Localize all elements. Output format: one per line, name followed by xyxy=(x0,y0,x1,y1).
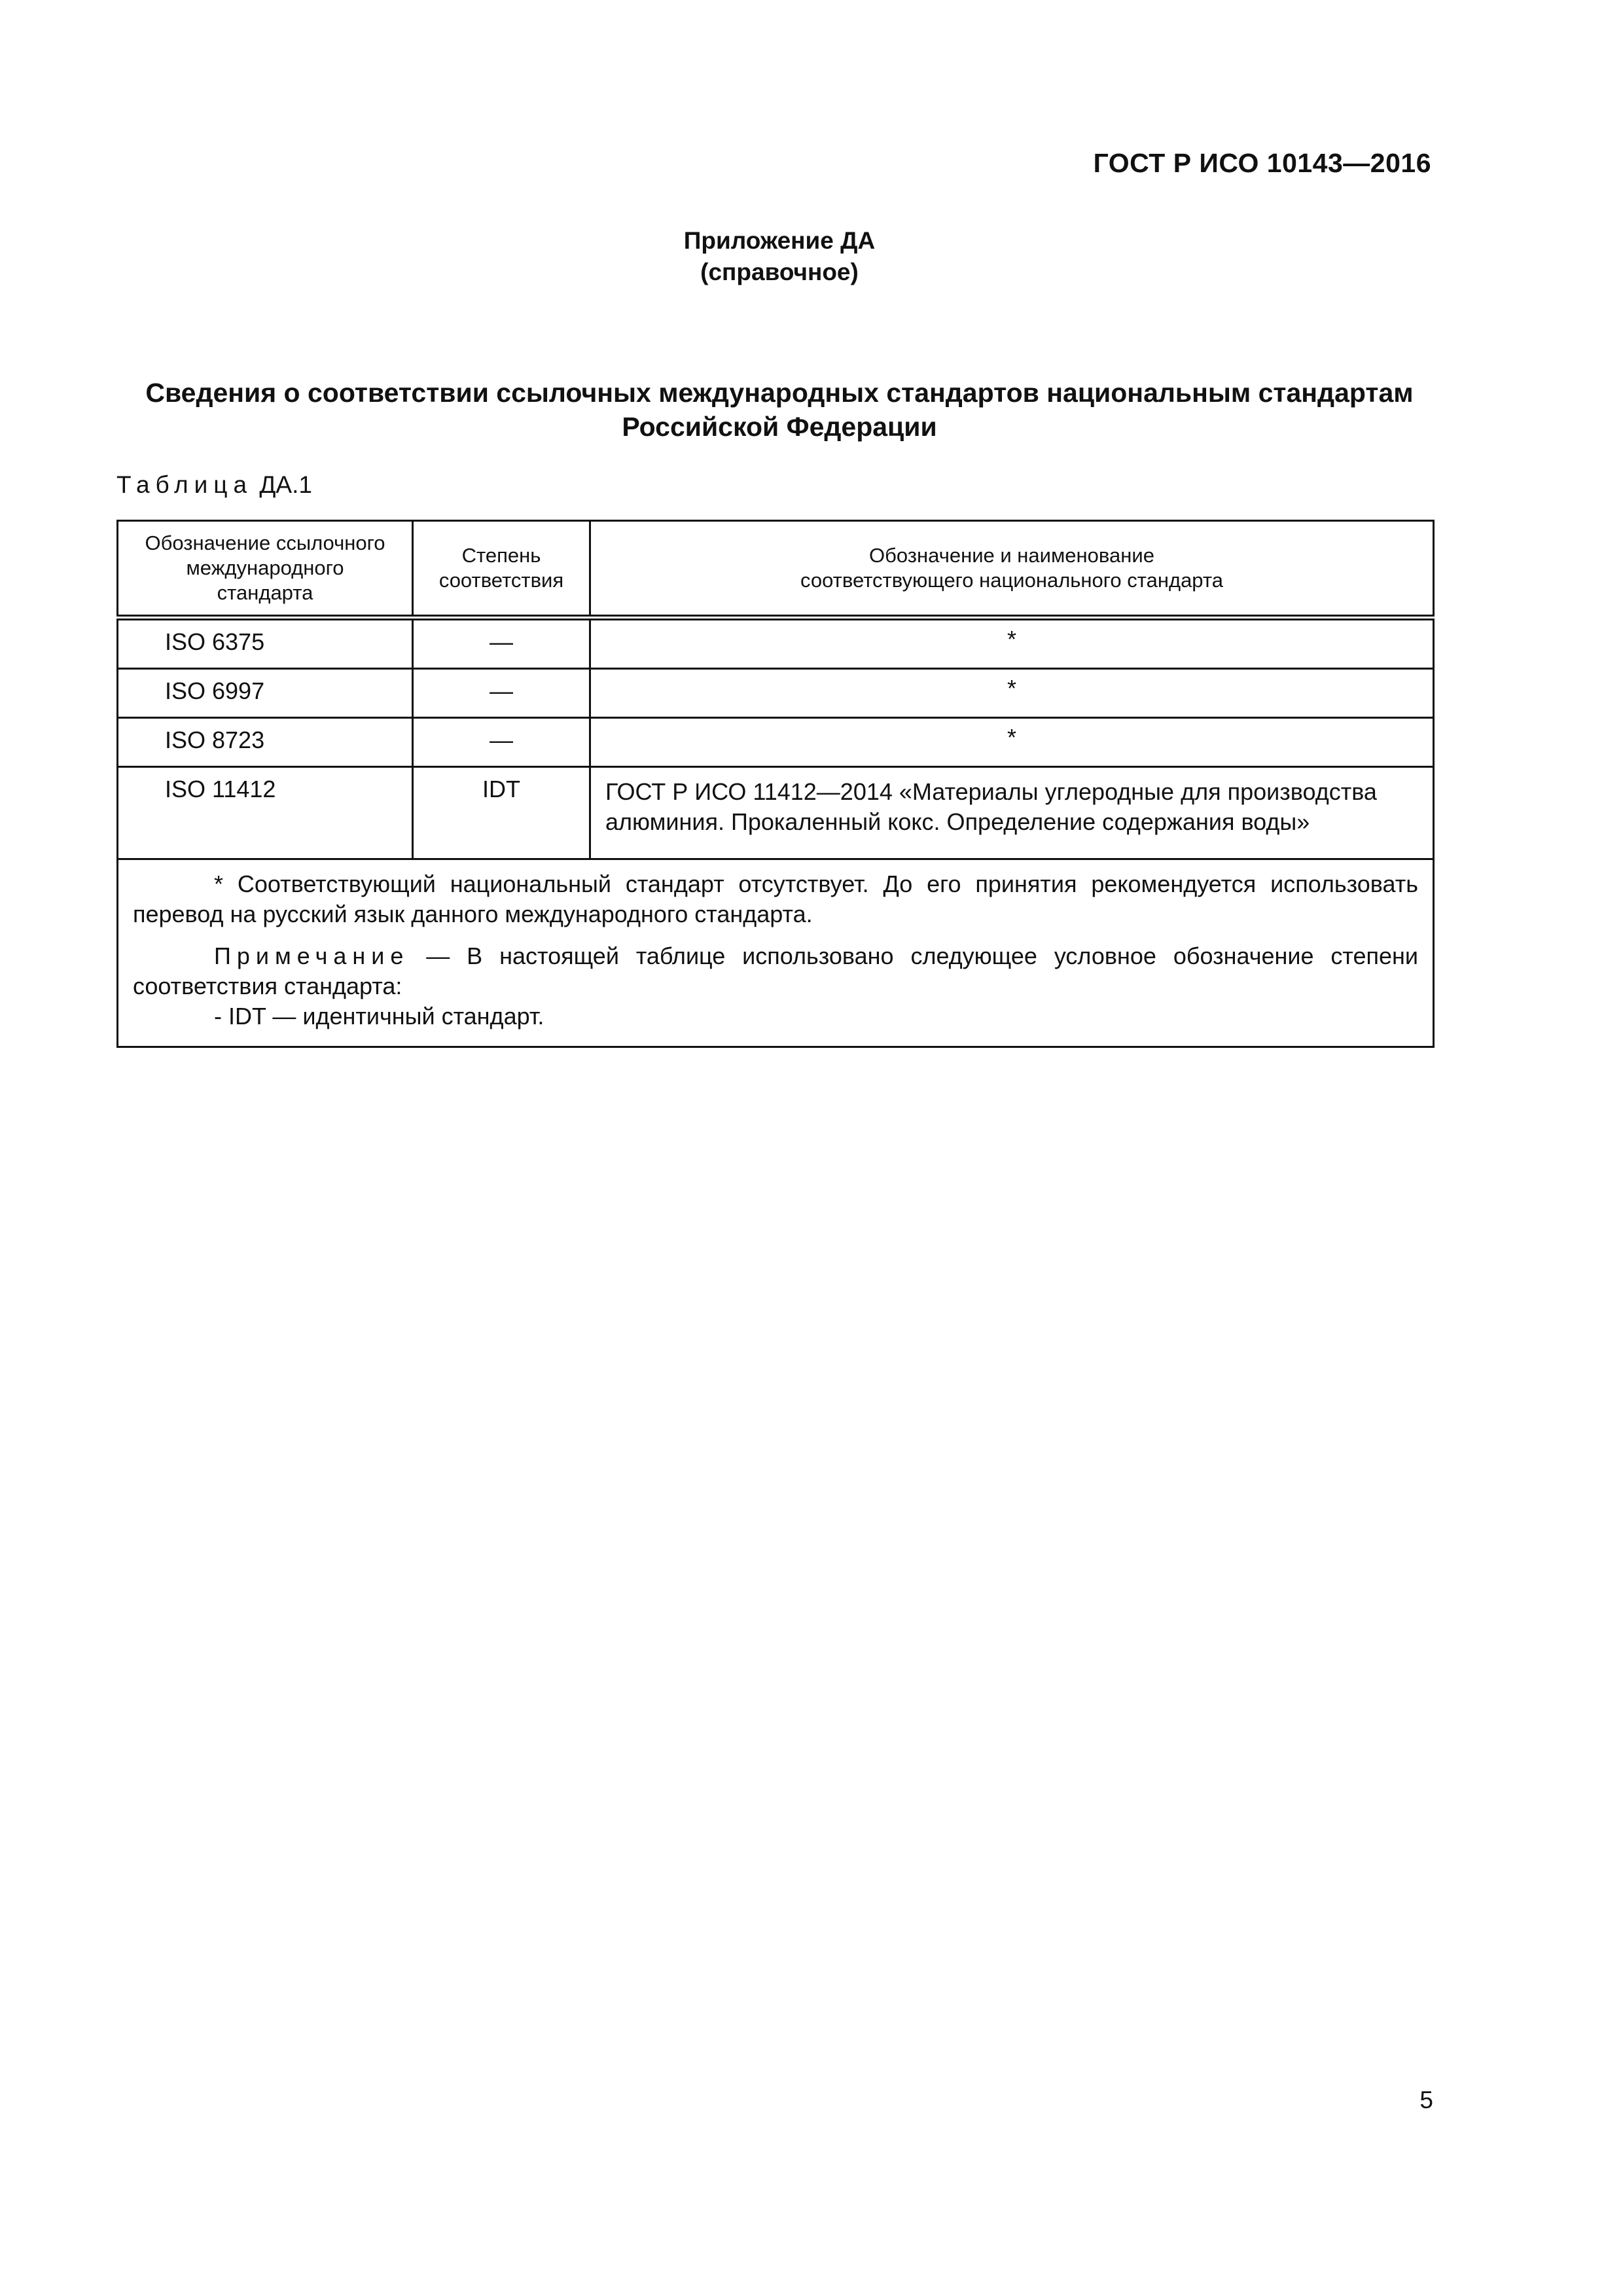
table-row xyxy=(118,618,1434,669)
appendix-subtitle: (справочное) xyxy=(700,259,859,285)
note-label: Примечание xyxy=(214,942,410,969)
cell-iso: ISO 11412 xyxy=(118,767,413,859)
header-degree: Степень соответствия xyxy=(413,521,590,618)
header-national-standard: Обозначение и наименование соответствующего национального стандарта xyxy=(590,521,1434,618)
document-code: ГОСТ Р ИСО 10143—2016 xyxy=(1093,148,1431,178)
footnote-text: * Соответствующий национальный стандарт отсутствует. До его принятия рекомендуется использовать перевод на русский язык данного международного стандарта. xyxy=(133,870,1418,927)
main-title-line1: Сведения о соответствии ссылочных международных стандартов национальным стандартам xyxy=(145,378,1414,408)
appendix-title: Приложение ДА xyxy=(683,227,876,254)
note-text: — В настоящей таблице использовано следующее условное обозначение степени соответствия стандарта: xyxy=(133,942,1418,999)
table-row xyxy=(118,718,1434,767)
footnotes-cell xyxy=(118,859,1434,1047)
cell-national: * xyxy=(590,718,1434,767)
table-row xyxy=(118,669,1434,718)
appendix-heading xyxy=(0,225,1559,288)
cell-degree: — xyxy=(413,618,590,669)
cell-iso: ISO 8723 xyxy=(118,718,413,767)
cell-iso: ISO 6997 xyxy=(118,669,413,718)
table-caption-number: ДА.1 xyxy=(259,471,312,498)
table-footnote-row xyxy=(118,859,1434,1047)
header-international-standard: Обозначение ссылочного международного стандарта xyxy=(118,521,413,618)
cell-degree: — xyxy=(413,669,590,718)
main-title xyxy=(98,376,1461,444)
note-list-item: - IDT — идентичный стандарт. xyxy=(214,1003,544,1030)
note-paragraph xyxy=(133,941,1418,1001)
cell-degree: IDT xyxy=(413,767,590,859)
table-caption-word: Таблица xyxy=(116,471,253,498)
cell-degree: — xyxy=(413,718,590,767)
table-row xyxy=(118,767,1434,859)
page-number: 5 xyxy=(1419,2087,1433,2113)
table-header-row xyxy=(118,521,1434,618)
cell-national: * xyxy=(590,669,1434,718)
cell-national: ГОСТ Р ИСО 11412—2014 «Материалы углеродные для производства алюминия. Прокаленный кокс. Определение содержания воды» xyxy=(590,767,1434,859)
cell-national: * xyxy=(590,618,1434,669)
correspondence-table xyxy=(116,520,1435,1048)
table-caption xyxy=(116,471,312,499)
main-title-line2: Российской Федерации xyxy=(622,412,937,442)
cell-iso: ISO 6375 xyxy=(118,618,413,669)
